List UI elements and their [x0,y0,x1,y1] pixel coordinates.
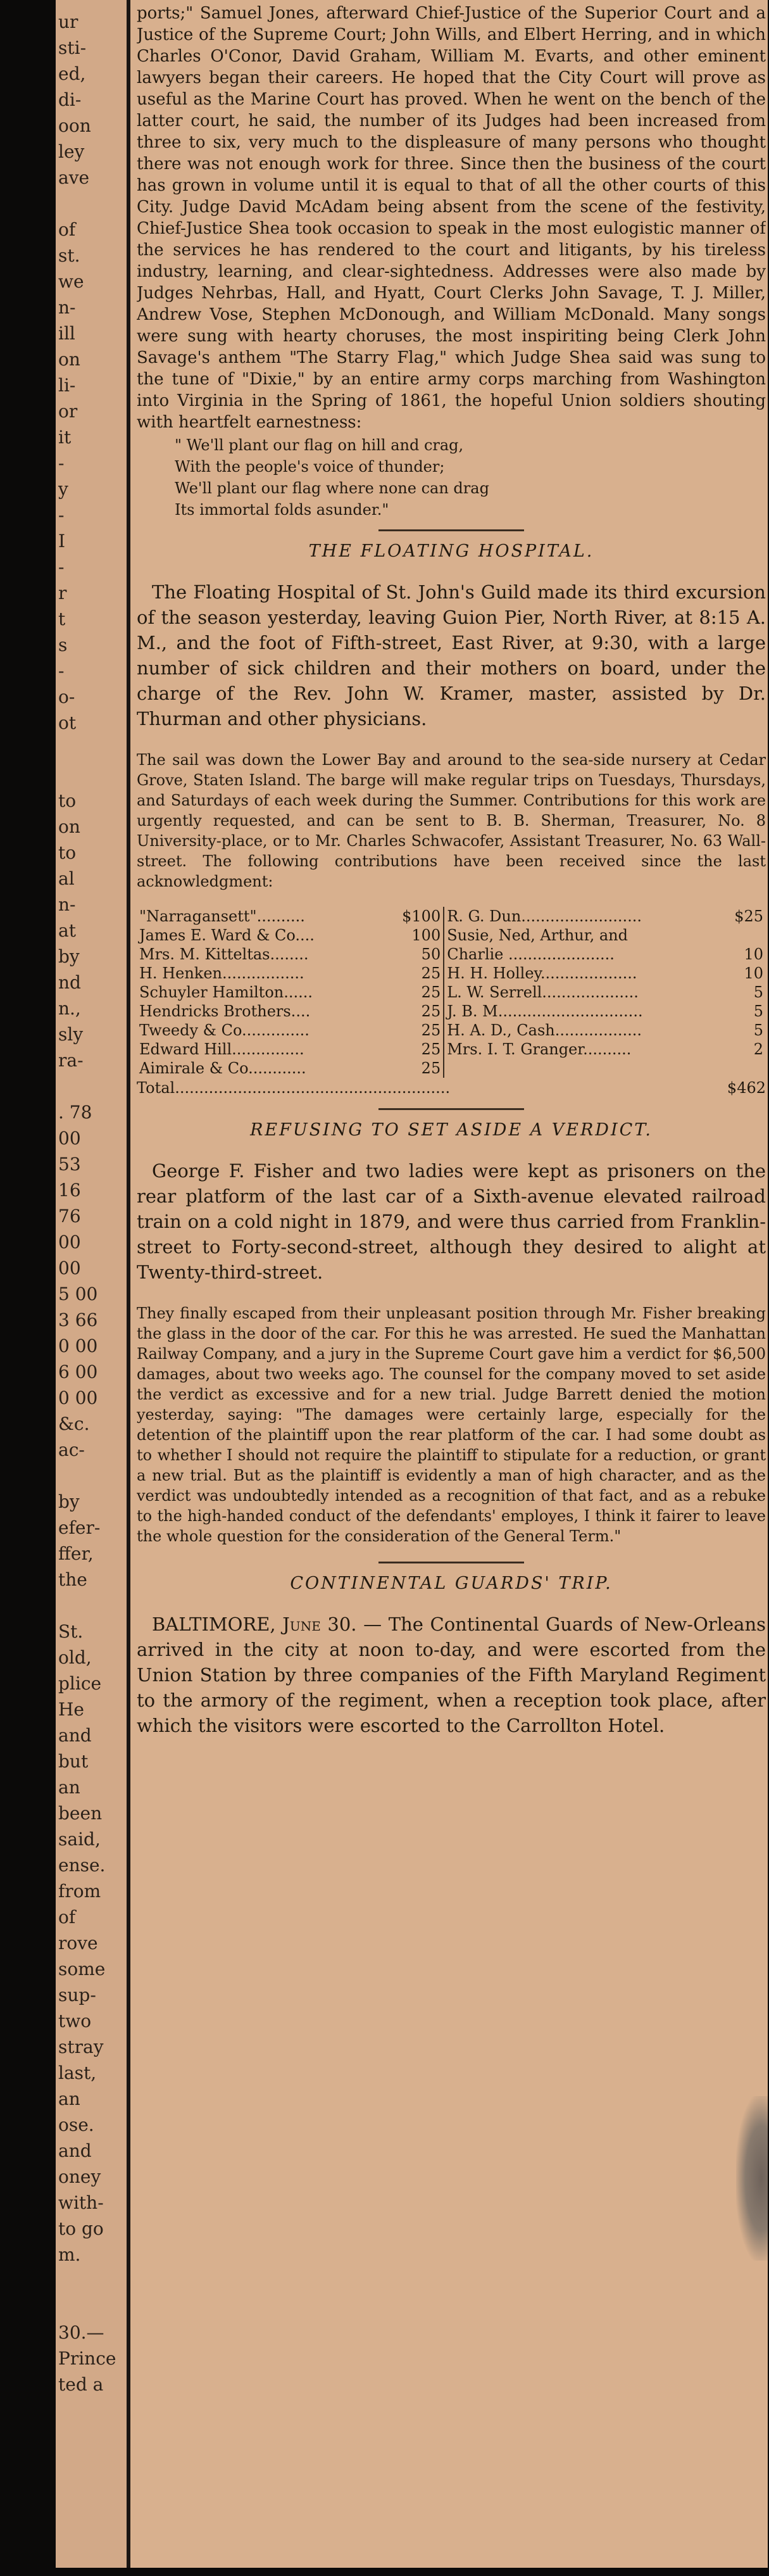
fragment-text: r [58,583,67,603]
fragment-text: last, [58,2062,97,2083]
fragment-text: li- [58,375,76,396]
contribution-amount: 25 [383,1021,444,1040]
guards-lead [137,1612,766,1738]
fragment-text: ense. [58,1855,106,1876]
fragment-text: said, [58,1829,101,1850]
fragment-text: s [58,635,68,655]
section-divider [378,1562,524,1563]
contributor-name: L. W. Serrell.................... [447,983,639,1001]
fragment-text: or [58,401,78,422]
fragment-text: 0 00 [58,1387,98,1408]
paper-stain [736,2096,768,2261]
fragment-text: 0 00 [58,1335,98,1356]
fragment-text: n- [58,297,76,318]
fragment-text: di- [58,89,82,110]
fragment-text: oney [58,2166,101,2187]
contributor-name: "Narragansett".......... [139,907,305,925]
fragment-text: to [58,842,77,863]
fragment-text: 30.— [58,2322,104,2343]
fragment-text: al [58,868,75,889]
floating-hospital-lead: The Floating Hospital of St. John's Guild made its third excursion of the season yesterday, leaving Guion Pier, North River, at 8:15 A. M., and the foot of Fifth-street, East River, at 9:30, with a large number of sick children and their mothers on board, under the charge of the Rev. John W. Kramer, master, assisted by Dr. Thurman and other physicians. [137,581,766,729]
fragment-text: with- [58,2192,104,2213]
contributor-name: Mrs. M. Kitteltas........ [139,945,309,963]
contributions-total [137,1078,766,1098]
total-label: Total......................................................... [137,1079,451,1097]
fragment-text: sti- [58,37,87,58]
contribution-row [137,926,766,945]
fragment-text: ot [58,712,77,733]
guards-heading: CONTINENTAL GUARDS' TRIP. [290,1574,613,1593]
fragment-text: efer- [58,1517,101,1538]
fragment-text: - [58,505,65,526]
fragment-text: rove [58,1933,98,1954]
contributor-name: Charlie ...................... [447,945,615,963]
fragment-text: from [58,1881,101,1902]
fragment-text: I [58,531,66,552]
contribution-amount: 25 [383,1002,444,1021]
contribution-row [137,983,766,1002]
fragment-text: - [58,453,65,474]
fragment-text: by [58,1491,80,1512]
contribution-amount: 25 [383,1059,444,1078]
fragment-text: ed, [58,63,86,84]
song-verse [137,436,766,519]
fragment-text: sup- [58,1985,96,2005]
fragment-text: n., [58,998,81,1019]
fragment-text: He [58,1699,84,1720]
guards-text: The Continental Guards of New-Orleans arrived in the city at noon to-day, and were escorted from the Union Station by three companies of the Fifth Maryland Regiment to the armory of the regiment, when a reception took place, after which the visitors were escorted to the Carrollton Hotel. [137,1613,766,1736]
fragment-text: - [58,660,65,681]
total-amount: $462 [727,1079,766,1097]
contributor-name: Schuyler Hamilton...... [139,983,313,1001]
fragment-text: stray [58,2036,104,2057]
fragment-text: some [58,1959,106,1979]
contributor-name [444,1059,719,1078]
fragment-text: . 78 [58,1102,92,1123]
contribution-amount: 2 [753,1040,763,1058]
fragment-text: on [58,816,80,837]
contribution-amount: $25 [734,907,763,925]
fragment-text: 76 [58,1206,81,1227]
dateline: BALTIMORE, June 30. — [152,1613,382,1635]
contribution-amount: 100 [383,926,444,945]
contributor-name: Susie, Ned, Arthur, and [447,926,628,944]
fragment-text: 5 00 [58,1284,98,1304]
verse-line: We'll plant our flag where none can drag [175,479,489,497]
contribution-amount: 25 [383,964,444,983]
fragment-text: ave [58,167,90,188]
section-divider [378,1108,524,1110]
fragment-text: at [58,920,76,941]
contributor-name: H. Henken................. [139,964,304,982]
fragment-text: ose. [58,2114,94,2135]
contribution-row [137,1021,766,1040]
contribution-row [137,1059,766,1078]
article-column [137,0,766,2568]
court-article-text: ports;" Samuel Jones, afterward Chief-Justice of the Superior Court and a Justice of the Supreme Court; John Wills, and Elbert Herring, and in which Charles O'Conor, David Graham, William M. Evarts, and other eminent lawyers began their careers. He hoped that the City Court will prove as useful as the Marine Court has proved. When he went on the bench of the latter court, he said, the number of its Judges had been increased from three to six, very much to the displeasure of many persons who thought there was not enough work for three. Since then the business of the court has grown in volume until it is equal to that of all the other courts of this City. Judge David McAdam being absent from the scene of the festivity, Chief-Justice Shea took occasion to speak in the most eulogistic manner of the services he has rendered to the court and litigants, by his tireless industry, learning, and clear-sightedness. Addresses were also made by Judges Nehrbas, Hall, and Hyatt, Court Clerks John Savage, T. J. Miller, Andrew Vose, Stephen McDonough, and William McDonald. Many songs were sung with hearty choruses, the most inspiriting being Clerk John Savage's anthem "The Starry Flag," which Judge Shea said was sung to the tune of "Dixie," by an entire army corps marching from Washington into Virginia in the Spring of 1861, the hopeful Union soldiers shouting with heartfelt earnestness: [137,4,766,432]
contribution-row [137,964,766,983]
contribution-amount: 10 [744,945,763,963]
contribution-amount: $100 [383,907,444,926]
fragment-text: ffer, [58,1543,94,1564]
contribution-amount: 25 [383,983,444,1002]
verse-line: " We'll plant our flag on hill and crag, [175,436,464,454]
contributor-name: Aimirale & Co............ [139,1059,306,1077]
contributor-name: Hendricks Brothers.... [139,1002,311,1020]
bottom-edge [0,2568,769,2576]
fragment-text: on [58,349,80,370]
fragment-text: 00 [58,1128,81,1149]
contribution-amount: 25 [383,1040,444,1059]
fragment-text: Prince [58,2348,116,2369]
fragment-text: 00 [58,1258,81,1279]
fragment-text: st. [58,245,80,266]
fragment-text: &c. [58,1413,90,1434]
fragment-text: and [58,2140,92,2161]
contribution-row [137,1040,766,1059]
fragment-text: ac- [58,1439,85,1460]
fragment-text: oon [58,115,91,136]
contributor-name: H. A. D., Cash.................. [447,1021,642,1039]
newspaper-clipping [56,0,768,2568]
fragment-text: old, [58,1647,92,1668]
fragment-text: 3 66 [58,1310,98,1330]
contributor-name: H. H. Holley.................... [447,964,637,982]
contributor-name: James E. Ward & Co.... [139,926,315,944]
floating-hospital-heading: THE FLOATING HOSPITAL. [308,541,594,561]
fragment-text: ted a [58,2374,104,2395]
verdict-heading: REFUSING TO SET ASIDE A VERDICT. [250,1120,653,1140]
fragment-text: by [58,946,80,967]
fragment-text: we [58,271,84,292]
fragment-text: ill [58,323,75,344]
fragment-text: y [58,479,68,500]
fragment-text: but [58,1751,89,1772]
contribution-amount: 5 [753,1002,763,1020]
contribution-row [137,945,766,964]
contributor-name: Edward Hill............... [139,1040,304,1058]
fragment-text: ra- [58,1050,84,1071]
contributor-name: R. G. Dun......................... [447,907,642,925]
fragment-text: ley [58,141,85,162]
contribution-row [137,1002,766,1021]
section-divider [378,529,524,531]
fragment-text: St. [58,1621,84,1642]
contributor-name: Tweedy & Co.............. [139,1021,309,1039]
fragment-text: to [58,790,77,811]
fragment-text: 00 [58,1232,81,1253]
fragment-text: of [58,219,76,240]
fragment-text: t [58,609,66,629]
floating-hospital-body: The sail was down the Lower Bay and around to the sea-side nursery at Cedar Grove, Staten Island. The barge will make regular trips on Tuesdays, Thursdays, and Saturdays of each week during the Summer. Contributions for this work are urgently requested, and can be sent to B. B. Sherman, Treasurer, No. 8 University-place, or to Mr. Charles Schwacofer, Assistant Treasurer, No. 63 Wall-street. The following contributions have been received since the last acknowledgment: [137,751,766,890]
fragment-text: and [58,1725,92,1746]
fragment-text: 6 00 [58,1361,98,1382]
contribution-amount: 5 [753,1021,763,1039]
verse-line: With the people's voice of thunder; [175,458,445,476]
contributor-name: J. B. M.............................. [447,1002,643,1020]
contribution-amount [719,926,766,945]
fragment-text: an [58,2088,80,2109]
fragment-text: an [58,1777,80,1798]
fragment-text: n- [58,894,76,915]
fragment-text: 53 [58,1154,81,1175]
contribution-row [137,907,766,926]
fragment-text: of [58,1907,76,1928]
contribution-amount [719,1059,766,1078]
fragment-text: 16 [58,1180,81,1201]
fragment-text: ur [58,11,78,32]
fragment-text: sly [58,1024,84,1045]
fragment-text: o- [58,686,75,707]
fragment-text: m. [58,2244,81,2265]
contribution-amount: 50 [383,945,444,964]
fragment-text: plice [58,1673,102,1694]
contributions-table [137,907,766,1078]
fragment-text: two [58,2011,92,2031]
verdict-body: They finally escaped from their unpleasant position through Mr. Fisher breaking the glass in the door of the car. For this he was arrested. He sued the Manhattan Railway Company, and a jury in the Supreme Court gave him a verdict for $6,500 damages, about two weeks ago. The counsel for the company moved to set aside the verdict as excessive and for a new trial. Judge Barrett denied the motion yesterday, saying: "The damages were certainly large, especially for the detention of the plaintiff upon the rear platform of the car. I had some doubt as to whether I should not require the plaintiff to stipulate for a reduction, or grant a new trial. But as the plaintiff is evidently a man of high character, and as the verdict was undoubtedly intended as a recognition of that fact, and as a rebuke to the high-handed conduct of the defendants' employes, I think it fairer to leave the whole question for the consideration of the General Term." [137,1304,766,1545]
fragment-text: it [58,427,72,448]
adjacent-column-fragment [56,0,130,2568]
contributor-name: Mrs. I. T. Granger.......... [447,1040,632,1058]
verse-line: Its immortal folds asunder." [175,501,389,519]
contribution-amount: 5 [753,983,763,1001]
fragment-text: - [58,557,65,578]
fragment-text: been [58,1803,103,1824]
fragment-text: the [58,1569,87,1590]
contribution-amount: 10 [744,964,763,982]
fragment-text: nd [58,972,81,993]
fragment-text: to go [58,2218,104,2239]
verdict-lead: George F. Fisher and two ladies were kept as prisoners on the rear platform of the last car of a Sixth-avenue elevated railroad train on a cold night in 1879, and were thus carried from Franklin-street to Forty-second-street, although they desired to alight at Twenty-third-street. [137,1160,766,1283]
